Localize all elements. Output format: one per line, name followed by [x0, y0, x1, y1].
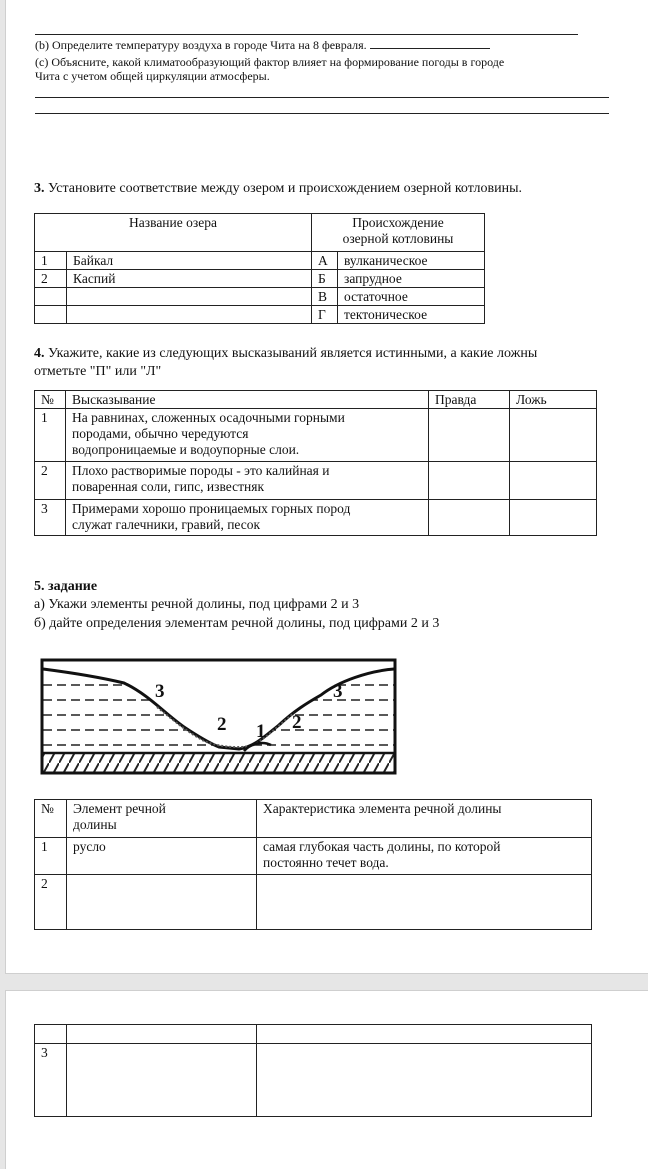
header-element-line2: долины [73, 817, 117, 832]
lake-name [67, 306, 312, 324]
answer-line [35, 97, 609, 98]
row-number: 1 [35, 838, 67, 875]
task4-text-line1: Укажите, какие из следующих высказываний является истинными, а какие ложны [48, 346, 538, 361]
element-answer-cell[interactable] [67, 1044, 257, 1117]
characteristic-line: самая глубокая часть долины, по которой [263, 839, 501, 854]
statement-line: поваренная соли, гипс, известняк [72, 479, 264, 494]
row-number [35, 288, 67, 306]
task5-part-b: б) дайте определения элементам речной долины, под цифрами 2 и 3 [34, 616, 440, 631]
origin-type: тектоническое [338, 306, 485, 324]
lake-name [67, 288, 312, 306]
table-row [35, 409, 597, 462]
statements-table [34, 390, 597, 536]
header-true: Правда [429, 391, 510, 409]
origin-letter: Б [312, 270, 338, 288]
answer-line [35, 34, 578, 35]
origin-letter: А [312, 252, 338, 270]
valley-elements-table [34, 799, 592, 930]
origin-type: остаточное [338, 288, 485, 306]
header-origin-line1: Происхождение [352, 215, 444, 230]
worksheet-page-1 [5, 0, 648, 974]
origin-type: запрудное [338, 270, 485, 288]
label-channel: 1 [256, 721, 266, 742]
origin-letter: Г [312, 306, 338, 324]
worksheet-page-2 [5, 990, 648, 1169]
bedrock-layer [43, 753, 395, 773]
header-element [67, 800, 257, 838]
task5-title: 5. задание [34, 579, 98, 594]
task3-number: 3. [34, 181, 45, 196]
characteristic-answer-cell[interactable] [257, 1025, 592, 1044]
statement-cell [66, 462, 429, 500]
table-row [35, 1025, 592, 1044]
answer-blank[interactable] [370, 48, 490, 49]
table-row [35, 462, 597, 500]
table-row [35, 500, 597, 536]
table-row [35, 1044, 592, 1117]
statement-line: водопроницаемые и водоупорные слои. [72, 442, 300, 457]
statement-cell [66, 500, 429, 536]
lakes-table [34, 213, 485, 324]
false-answer-cell[interactable] [510, 409, 597, 462]
characteristic-answer-cell[interactable] [257, 875, 592, 930]
river-valley-diagram [39, 655, 399, 780]
element-answer-cell[interactable] [67, 875, 257, 930]
statement-line: породами, обычно чередуются [72, 426, 249, 441]
valley-elements-table-continued [34, 1024, 592, 1117]
row-number: 2 [35, 270, 67, 288]
row-number: 3 [35, 500, 66, 536]
table-row [35, 252, 485, 270]
header-false: Ложь [510, 391, 597, 409]
task4-number: 4. [34, 346, 45, 361]
table-row [35, 288, 485, 306]
row-number [35, 1025, 67, 1044]
row-number [35, 306, 67, 324]
element-name: русло [67, 838, 257, 875]
table-row [35, 838, 592, 875]
element-answer-cell[interactable] [67, 1025, 257, 1044]
row-number: 2 [35, 462, 66, 500]
label-floodplain-right: 2 [292, 712, 302, 733]
header-characteristic: Характеристика элемента речной долины [257, 800, 592, 838]
label-slope-left: 3 [155, 681, 165, 702]
characteristic-line: постоянно течет вода. [263, 855, 389, 870]
table-header-row [35, 800, 592, 838]
characteristic-answer-cell[interactable] [257, 1044, 592, 1117]
header-lake-name: Название озера [35, 214, 312, 252]
table-row [35, 270, 485, 288]
lake-name: Каспий [67, 270, 312, 288]
origin-type: вулканическое [338, 252, 485, 270]
task5-part-a: а) Укажи элементы речной долины, под цифрами 2 и 3 [34, 597, 360, 612]
header-number: № [35, 800, 67, 838]
origin-letter: В [312, 288, 338, 306]
question-b [35, 38, 490, 52]
table-header-row [35, 391, 597, 409]
row-number: 3 [35, 1044, 67, 1117]
header-origin-line2: озерной котловины [342, 231, 454, 246]
row-number: 1 [35, 409, 66, 462]
true-answer-cell[interactable] [429, 500, 510, 536]
true-answer-cell[interactable] [429, 462, 510, 500]
task3-heading [34, 180, 522, 197]
row-number: 1 [35, 252, 67, 270]
statement-line: служат галечники, гравий, песок [72, 517, 261, 532]
row-number: 2 [35, 875, 67, 930]
answer-line [35, 113, 609, 114]
lake-name: Байкал [67, 252, 312, 270]
statement-line: Примерами хорошо проницаемых горных пород [72, 501, 351, 516]
label-slope-right: 3 [333, 681, 343, 702]
table-row [35, 306, 485, 324]
header-origin [312, 214, 485, 252]
true-answer-cell[interactable] [429, 409, 510, 462]
task4-text-line2: отметьте "П" или "Л" [34, 364, 162, 379]
label-floodplain-left: 2 [217, 714, 227, 735]
statement-line: Плохо растворимые породы - это калийная и [72, 463, 330, 478]
header-number: № [35, 391, 66, 409]
question-b-text: (b) Определите температуру воздуха в городе Чита на 8 февраля. [35, 38, 367, 52]
statement-cell [66, 409, 429, 462]
task4-heading [34, 345, 648, 362]
false-answer-cell[interactable] [510, 462, 597, 500]
header-element-line1: Элемент речной [73, 801, 166, 816]
table-row [35, 875, 592, 930]
characteristic-cell [257, 838, 592, 875]
task3-text: Установите соответствие между озером и происхождением озерной котловины. [48, 181, 522, 196]
question-c-line2: Чита с учетом общей циркуляции атмосферы. [35, 69, 270, 83]
question-c-line1: (с) Объясните, какой климатообразующий фактор влияет на формирование погоды в городе [35, 55, 505, 69]
header-statement: Высказывание [66, 391, 429, 409]
statement-line: На равнинах, сложенных осадочными горными [72, 410, 345, 425]
false-answer-cell[interactable] [510, 500, 597, 536]
table-header-row [35, 214, 485, 252]
